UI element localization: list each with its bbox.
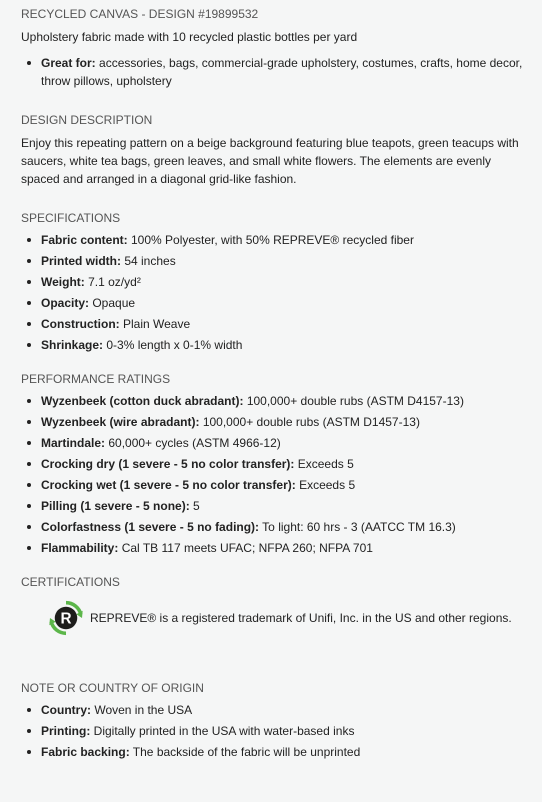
item-label: Opacity:: [41, 296, 90, 310]
item-label: Wyzenbeek (wire abradant):: [41, 415, 200, 429]
item-label: Construction:: [41, 317, 120, 331]
logo-letter: R: [60, 610, 72, 628]
list-item: [21, 701, 526, 719]
item-value: 54 inches: [121, 254, 176, 268]
repreve-logo-icon: [48, 600, 84, 636]
origin-heading: NOTE OR COUNTRY OF ORIGIN: [21, 681, 204, 695]
list-item: [21, 413, 526, 431]
item-label: Flammability:: [41, 541, 119, 555]
performance-heading: PERFORMANCE RATINGS: [21, 372, 171, 386]
list-item: [21, 315, 526, 333]
item-label: Weight:: [41, 275, 85, 289]
list-item: [21, 743, 526, 761]
certification-row: [48, 600, 526, 636]
list-item: [21, 722, 526, 740]
specifications-section: [21, 210, 526, 354]
certification-text: REPREVE® is a registered trademark of Unifi, Inc. in the US and other regions.: [90, 611, 512, 625]
item-value: Digitally printed in the USA with water-based inks: [90, 724, 355, 738]
item-value: 100% Polyester, with 50% REPREVE® recycled fiber: [127, 233, 414, 247]
specifications-list: [21, 231, 526, 354]
list-item: [21, 539, 526, 557]
list-item: [21, 336, 526, 354]
item-value: 100,000+ double rubs (ASTM D4157-13): [243, 394, 464, 408]
design-description-section: [21, 112, 526, 188]
item-label: Martindale:: [41, 436, 106, 450]
item-label: Pilling (1 severe - 5 none):: [41, 499, 190, 513]
item-label: Crocking wet (1 severe - 5 no color transfer):: [41, 478, 296, 492]
origin-section: [21, 680, 526, 761]
item-value: 60,000+ cycles (ASTM 4966-12): [105, 436, 281, 450]
performance-section: [21, 371, 526, 557]
item-value: 0-3% length x 0-1% width: [103, 338, 243, 352]
great-for-label: Great for:: [41, 56, 96, 70]
certifications-section: [21, 574, 526, 636]
item-value: 100,000+ double rubs (ASTM D1457-13): [199, 415, 420, 429]
list-item: [21, 392, 526, 410]
list-item: [21, 455, 526, 473]
design-description-text: Enjoy this repeating pattern on a beige background featuring blue teapots, green teacups with saucers, white tea bags, green leaves, and small white flowers. The elements are evenly spaced and arranged in a diagonal grid-like fashion.: [21, 136, 519, 186]
item-value: 7.1 oz/yd²: [84, 275, 141, 289]
product-subtitle: Upholstery fabric made with 10 recycled plastic bottles per yard: [21, 30, 358, 44]
item-label: Country:: [41, 703, 91, 717]
item-value: Exceeds 5: [294, 457, 354, 471]
list-item: [21, 273, 526, 291]
item-label: Printed width:: [41, 254, 121, 268]
list-item: [21, 518, 526, 536]
list-item: [21, 476, 526, 494]
list-item: [21, 294, 526, 312]
item-label: Colorfastness (1 severe - 5 no fading):: [41, 520, 260, 534]
item-label: Fabric backing:: [41, 745, 130, 759]
item-value: To light: 60 hrs - 3 (AATCC TM 16.3): [259, 520, 456, 534]
product-title: RECYCLED CANVAS - DESIGN #19899532: [21, 7, 259, 21]
performance-list: [21, 392, 526, 557]
specifications-heading: SPECIFICATIONS: [21, 211, 121, 225]
item-value: The backside of the fabric will be unprinted: [129, 745, 361, 759]
great-for-value: accessories, bags, commercial-grade upholstery, costumes, crafts, home decor, throw pillows, upholstery: [41, 56, 523, 88]
great-for-list: [21, 54, 526, 90]
item-label: Shrinkage:: [41, 338, 104, 352]
item-value: Exceeds 5: [295, 478, 356, 492]
list-item: [21, 497, 526, 515]
item-label: Crocking dry (1 severe - 5 no color transfer):: [41, 457, 295, 471]
item-label: Printing:: [41, 724, 91, 738]
list-item: [21, 434, 526, 452]
design-description-heading: DESIGN DESCRIPTION: [21, 113, 153, 127]
item-value: Woven in the USA: [91, 703, 193, 717]
item-value: Cal TB 117 meets UFAC; NFPA 260; NFPA 701: [118, 541, 373, 555]
certifications-heading: CERTIFICATIONS: [21, 575, 120, 589]
item-label: Wyzenbeek (cotton duck abradant):: [41, 394, 244, 408]
item-value: Plain Weave: [119, 317, 191, 331]
item-value: Opaque: [89, 296, 136, 310]
list-item: [21, 252, 526, 270]
list-item: [21, 231, 526, 249]
item-value: 5: [189, 499, 200, 513]
list-item: [21, 54, 526, 90]
origin-list: [21, 701, 526, 761]
item-label: Fabric content:: [41, 233, 128, 247]
